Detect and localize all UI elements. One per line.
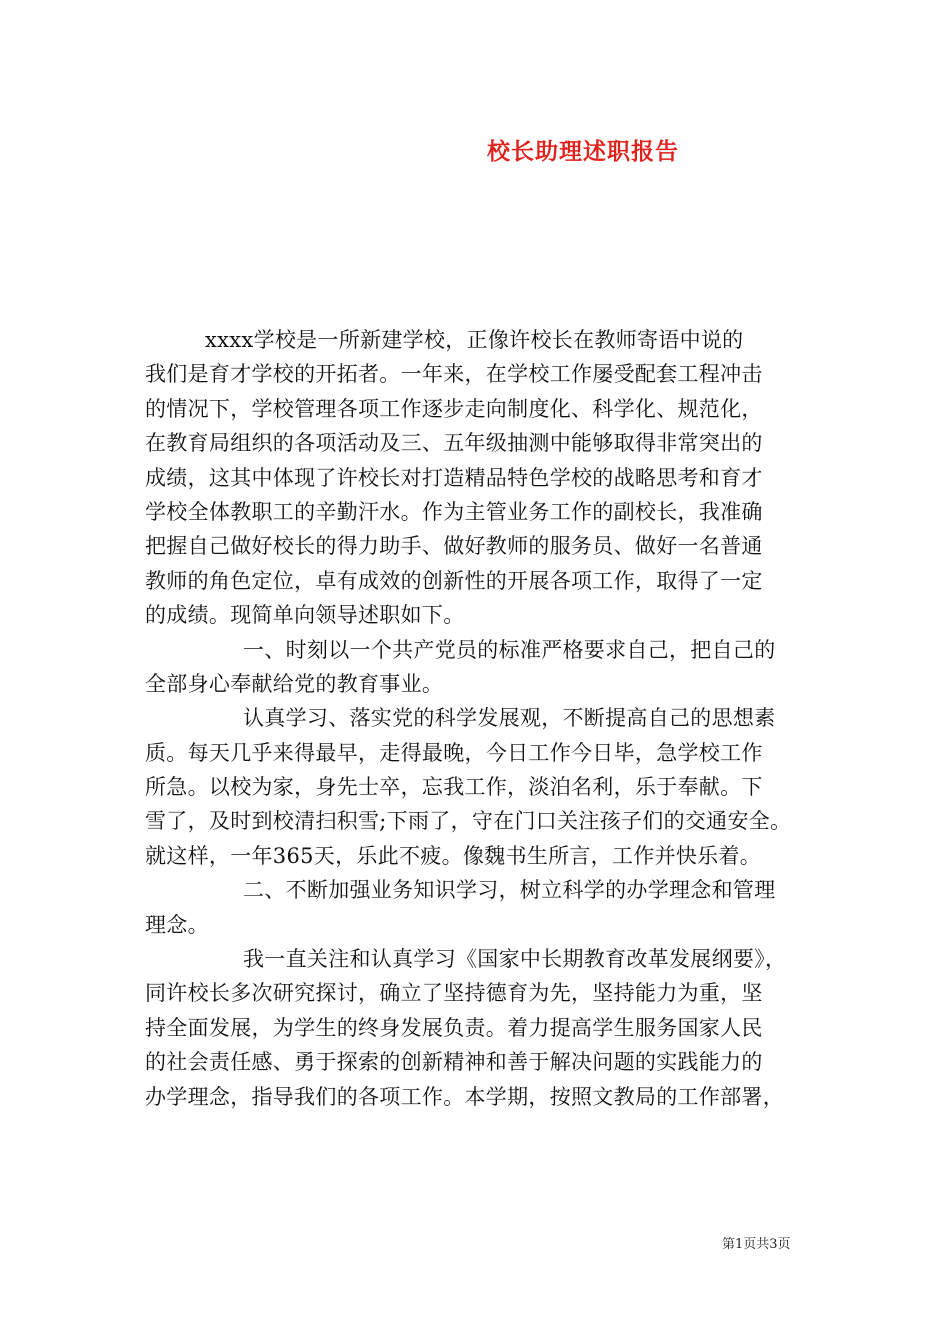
paragraph-line: 学校全体教职工的辛勤汗水。作为主管业务工作的副校长，我准确: [145, 499, 763, 524]
section-heading-line: 一、时刻以一个共产党员的标准严格要求自己，把自己的: [243, 637, 776, 662]
paragraph-line: 持全面发展，为学生的终身发展负责。着力提高学生服务国家人民: [145, 1015, 763, 1040]
paragraph-line: 的社会责任感、勇于探索的创新精神和善于解决问题的实践能力的: [145, 1050, 763, 1075]
paragraph-line: 把握自己做好校长的得力助手、做好教师的服务员、做好一名普通: [145, 534, 763, 559]
page-number-footer: 第1页共3页: [722, 1237, 791, 1252]
paragraph-line: 同许校长多次研究探讨，确立了坚持德育为先，坚持能力为重，坚: [145, 981, 763, 1006]
paragraph-line: 在教育局组织的各项活动及三、五年级抽测中能够取得非常突出的: [145, 431, 763, 456]
paragraph-line: 就这样，一年365天，乐此不疲。像魏书生所言，工作并快乐着。: [145, 843, 762, 868]
section-heading-line: 理念。: [145, 912, 209, 937]
section-heading-line: 全部身心奉献给党的教育事业。: [145, 671, 444, 696]
paragraph-line: 所急。以校为家，身先士卒，忘我工作，淡泊名利，乐于奉献。下: [145, 775, 763, 800]
paragraph-line: 质。每天几乎来得最早，走得最晚，今日工作今日毕，急学校工作: [145, 740, 763, 765]
document-body: [145, 323, 817, 1114]
section-heading-line: 二、不断加强业务知识学习，树立科学的办学理念和管理: [243, 878, 776, 903]
paragraph-line: 教师的角色定位，卓有成效的创新性的开展各项工作，取得了一定: [145, 568, 763, 593]
paragraph-line: 的成绩。现简单向领导述职如下。: [145, 603, 465, 628]
paragraph-line: 办学理念，指导我们的各项工作。本学期，按照文教局的工作部署，: [145, 1084, 784, 1109]
paragraph-line: 认真学习、落实党的科学发展观，不断提高自己的思想素: [243, 706, 776, 731]
paragraph-line: 我一直关注和认真学习《国家中长期教育改革发展纲要》，: [243, 947, 787, 972]
paragraph-line: 我们是育才学校的开拓者。一年来，在学校工作屡受配套工程冲击: [145, 362, 763, 387]
paragraph-line: xxxx学校是一所新建学校，正像许校长在教师寄语中说的: [205, 328, 744, 352]
paragraph-line: 的情况下，学校管理各项工作逐步走向制度化、科学化、规范化，: [145, 396, 763, 421]
document-title: 校长助理述职报告: [487, 138, 679, 165]
paragraph-line: 雪了，及时到校清扫积雪;下雨了，守在门口关注孩子们的交通安全。: [145, 809, 792, 834]
paragraph-line: 成绩，这其中体现了许校长对打造精品特色学校的战略思考和育才: [145, 465, 763, 490]
